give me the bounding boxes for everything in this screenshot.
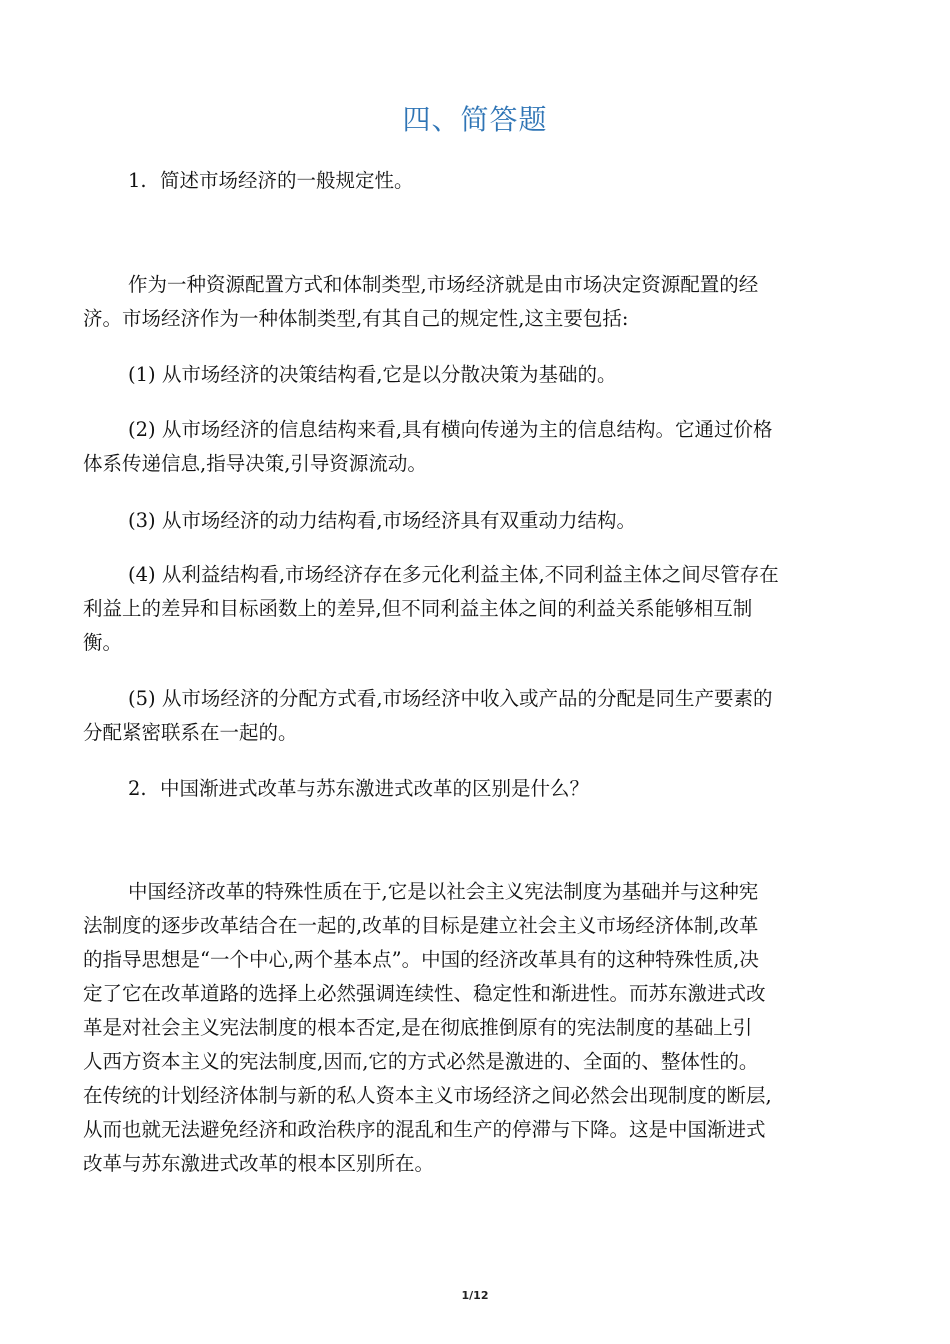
text-line: (3) 从市场经济的动力结构看,市场经济具有双重动力结构。 xyxy=(128,509,637,532)
text-line: 利益上的差异和目标函数上的差异,但不同利益主体之间的利益关系能够相互制 xyxy=(83,597,753,620)
question-text: 简述市场经济的一般规定性。 xyxy=(160,169,414,192)
answer-1-point-2 xyxy=(83,413,868,481)
text-line: (2) 从市场经济的信息结构来看,具有横向传递为主的信息结构。它通过价格 xyxy=(128,418,773,441)
text-line: 分配紧密联系在一起的。 xyxy=(83,721,298,744)
text-line: 在传统的计划经济体制与新的私人资本主义市场经济之间必然会出现制度的断层, xyxy=(83,1084,772,1107)
text-line: 定了它在改革道路的选择上必然强调连续性、稳定性和渐进性。而苏东激进式改 xyxy=(83,982,766,1005)
question-number: 2. xyxy=(128,777,147,800)
text-line: 的指导思想是“一个中心,两个基本点”。中国的经济改革具有的这种特殊性质,决 xyxy=(83,948,759,971)
text-line: (4) 从利益结构看,市场经济存在多元化利益主体,不同利益主体之间尽管存在 xyxy=(128,563,779,586)
text-line: 体系传递信息,指导决策,引导资源流动。 xyxy=(83,452,427,475)
text-line: 作为一种资源配置方式和体制类型,市场经济就是由市场决定资源配置的经 xyxy=(128,273,759,296)
text-line: 中国经济改革的特殊性质在于,它是以社会主义宪法制度为基础并与这种宪 xyxy=(128,880,759,903)
section-title: 四、简答题 xyxy=(402,103,548,136)
text-line: (1) 从市场经济的决策结构看,它是以分散决策为基础的。 xyxy=(128,363,617,386)
text-line: 济。市场经济作为一种体制类型,有其自己的规定性,这主要包括: xyxy=(83,307,629,330)
text-line: 革是对社会主义宪法制度的根本否定,是在彻底推倒原有的宪法制度的基础上引 xyxy=(83,1016,753,1039)
answer-1-point-4 xyxy=(83,558,868,660)
page-number: 1/12 xyxy=(461,1289,489,1302)
text-line: 改革与苏东激进式改革的根本区别所在。 xyxy=(83,1152,435,1175)
question-1 xyxy=(128,166,868,196)
question-2 xyxy=(128,774,868,804)
text-line: 法制度的逐步改革结合在一起的,改革的目标是建立社会主义市场经济体制,改革 xyxy=(83,914,759,937)
answer-1-point-3 xyxy=(83,504,868,538)
text-line: 衡。 xyxy=(83,631,123,654)
answer-2 xyxy=(83,875,868,1181)
answer-1-point-1 xyxy=(83,358,868,392)
question-number: 1. xyxy=(128,169,147,192)
text-line: (5) 从市场经济的分配方式看,市场经济中收入或产品的分配是同生产要素的 xyxy=(128,687,773,710)
answer-1-intro xyxy=(83,268,868,336)
question-text: 中国渐进式改革与苏东激进式改革的区别是什么？ xyxy=(160,777,590,800)
text-line: 人西方资本主义的宪法制度,因而,它的方式必然是激进的、全面的、整体性的。 xyxy=(83,1050,759,1073)
text-line: 从而也就无法避免经济和政治秩序的混乱和生产的停滞与下降。这是中国渐进式 xyxy=(83,1118,766,1141)
answer-1-point-5 xyxy=(83,682,868,750)
